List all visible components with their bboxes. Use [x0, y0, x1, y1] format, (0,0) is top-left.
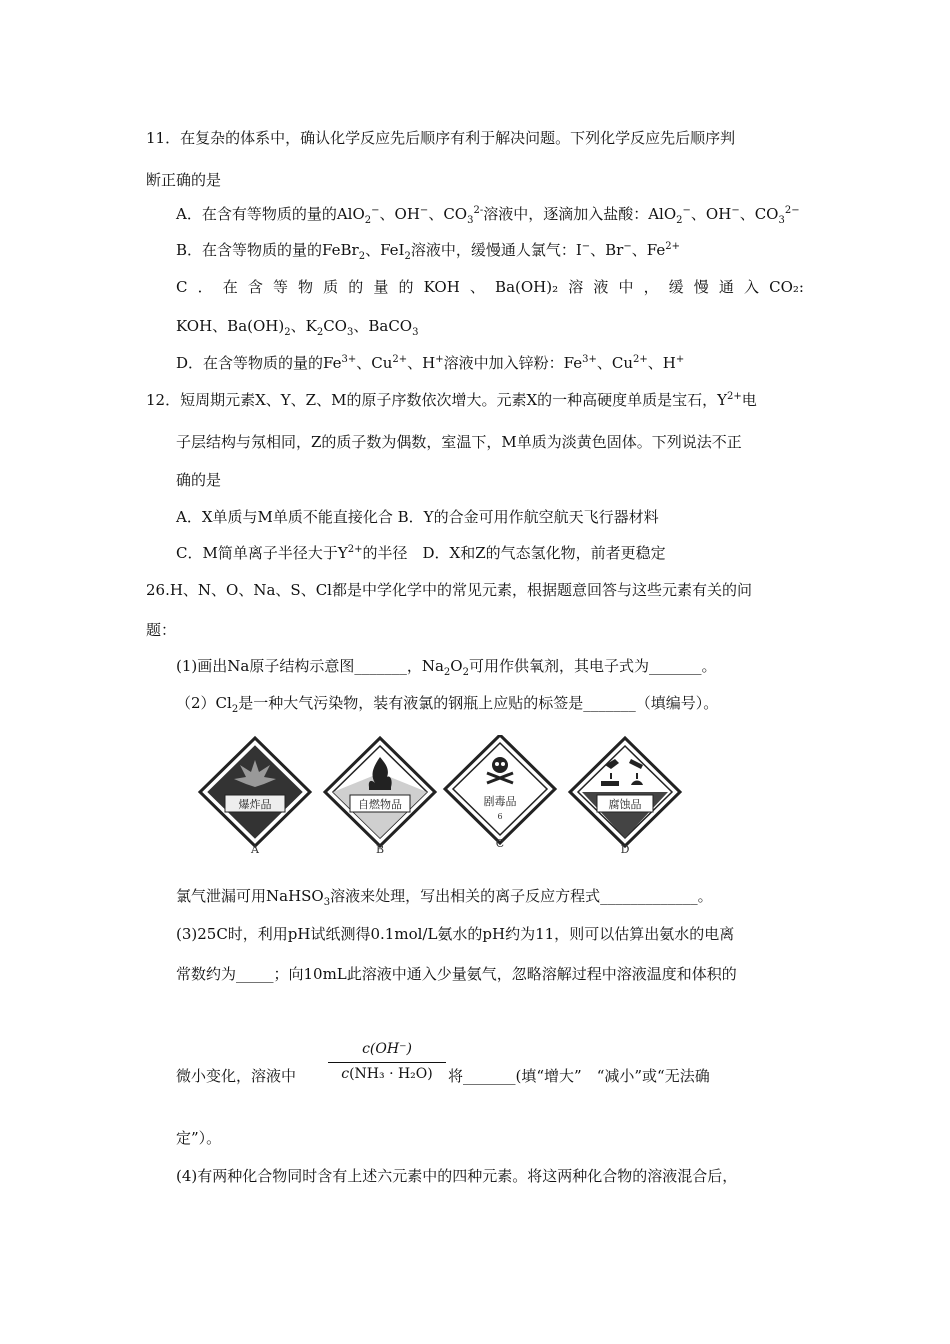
q12-stem-line1: 12．短周期元素X、Y、Z、M的原子序数依次增大。元素X的一种高硬度单质是宝石，$Y^{2+}$电 — [146, 391, 757, 409]
q12-stem-line3: 确的是 — [176, 471, 222, 489]
hazard-label-b: 自燃物品 — [358, 798, 402, 811]
hazard-sign-d — [570, 738, 680, 855]
hazard-sign-a — [200, 738, 310, 855]
fraction-bar — [328, 1062, 446, 1063]
hazard-label-c: 剧毒品 — [483, 795, 517, 808]
q26-stem-line1: 26.H、N、O、Na、S、Cl都是中学化学中的常见元素，根据题意回答与这些元素有关的问 — [146, 581, 752, 599]
q11-option-a: A．在含有等物质的量的AlO$_2$−、OH−、$CO_3^{2-}$溶液中，逐滴加入盐酸：AlO$_2$−、OH−、$CO_3^{2-}$ — [176, 205, 800, 226]
q26-stem-line2: 题： — [146, 621, 177, 639]
q26-part3-line3-post: 将_______(填“增大” “减小”或“无法确 — [448, 1067, 710, 1085]
q26-part3-line4: 定”）。 — [176, 1129, 222, 1147]
q11-stem-line1: 11．在复杂的体系中，确认化学反应先后顺序有利于解决问题。下列化学反应先后顺序判 — [146, 129, 736, 147]
q26-part2: $(2)Cl_2$是一种大气污染物，装有液氯的钢瓶上应贴的标签是_______（填编号）。 — [176, 694, 719, 715]
q26-part1: (1)画出Na原子结构示意图_______，$Na_2O_2$可用作供氧剂，其电子式为_______。 — [176, 657, 717, 678]
q12-options-ab: A．X单质与M单质不能直接化合 B．Y的合金可用作航空航天飞行器材料 — [176, 508, 659, 526]
q26-part3-line2: 常数约为_____；向10mL此溶液中通入少量氨气，忽略溶解过程中溶液温度和体积的 — [176, 965, 737, 983]
ratio-fraction — [326, 1040, 448, 1090]
q26-part3-line1: (3)25C时，利用pH试纸测得0.1mol/L氨水的pH约为11，则可以估算出氨水的电离 — [176, 925, 735, 943]
q26-part4: (4)有两种化合物同时含有上述六元素中的四种元素。将这两种化合物的溶液混合后， — [176, 1167, 738, 1185]
hazard-letter-a: A — [251, 843, 259, 855]
hazard-sign-c — [445, 735, 555, 850]
hazard-letter-c: C — [495, 837, 505, 850]
fraction-numerator: c(OH⁻) — [362, 1041, 412, 1057]
q11-option-c-line1: C．在含等物质的量的KOH、Ba(OH)₂溶液中，缓慢通入CO₂: — [176, 278, 804, 296]
hazard-sign-b — [325, 738, 435, 855]
q26-part2-equation: 氯气泄漏可用NaHSO$_3$溶液来处理，写出相关的离子反应方程式_____________。 — [176, 887, 713, 908]
hazard-letter-b: B — [375, 843, 385, 855]
q11-option-d: D．在含等物质的量的$Fe^{3+}$、$Cu^{2+}$、H+溶液中加入锌粉：$Fe^{3+}$、$Cu^{2+}$、H+ — [176, 354, 685, 372]
q11-stem-line2: 断正确的是 — [146, 171, 222, 189]
q11-option-c-line2: KOH、$Ba(OH)_2$、$K_2CO_3$、BaCO$_3$ — [176, 317, 419, 338]
hazard-signs — [195, 735, 695, 855]
hazard-letter-d: D — [620, 843, 630, 855]
hazard-label-d: 腐蚀品 — [608, 798, 642, 811]
q12-options-cd: C．M简单离子半径大于$Y^{2+}$的半径 D．X和Z的气态氢化物，前者更稳定 — [176, 544, 666, 562]
q26-part3-line3-pre: 微小变化，溶液中 — [176, 1067, 297, 1085]
svg-text:6: 6 — [497, 812, 503, 821]
q12-stem-line2: 子层结构与氖相同，Z的质子数为偶数，室温下，M单质为淡黄色固体。下列说法不正 — [176, 433, 742, 451]
q11-option-b: B．在含等物质的量的FeBr$_2$、FeI$_2$溶液中，缓慢通人氯气：I−、Br−、$Fe^{2+}$ — [176, 241, 680, 262]
hazard-label-a: 爆炸品 — [238, 798, 272, 811]
fraction-denominator: c(NH₃ · H₂O) — [341, 1066, 433, 1082]
